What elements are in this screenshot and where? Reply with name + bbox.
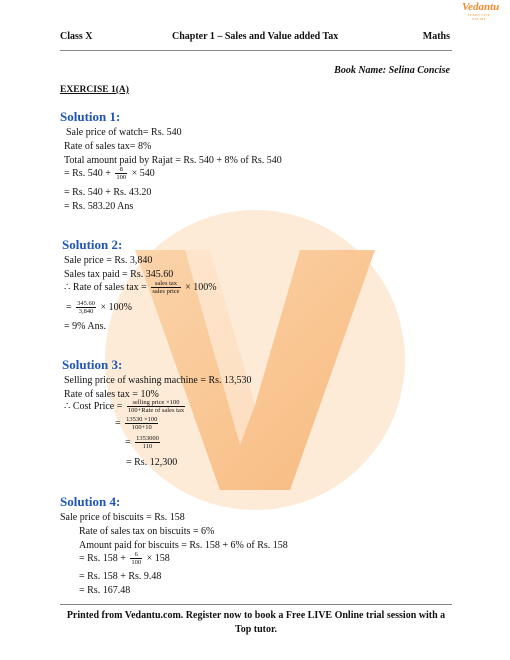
denominator: 100+10 (131, 424, 152, 431)
footer-divider (60, 604, 452, 605)
solution-1-line: = Rs. 583.20 Ans (64, 201, 134, 212)
numerator: 345.60 (77, 300, 96, 307)
solution-2-line: = 9% Ans. (64, 321, 107, 332)
solution-3-title: Solution 3: (62, 357, 123, 372)
vedantu-watermark-logo (100, 190, 410, 530)
exercise-heading: EXERCISE 1(A) (60, 85, 129, 95)
solution-3-expression (64, 399, 187, 414)
solution-4-line: Amount paid for biscuits = Rs. 158 + 6% of Rs. 158 (79, 540, 288, 551)
numerator: 1353000 (136, 435, 159, 442)
footer-text: Printed from Vedantu.com. Register now to book a Free LIVE Online trial session with a Top tutor. (66, 610, 446, 635)
solution-1-line: Rate of sales tax= 8% (64, 141, 152, 152)
expression-text: × 100% (100, 301, 132, 313)
fraction (127, 399, 185, 414)
solution-1-line: Total amount paid by Rajat = Rs. 540 + 8% of Rs. 540 (64, 155, 282, 166)
solution-2-line: Sales tax paid = Rs. 345.60 (64, 269, 174, 280)
solution-4-expression (79, 551, 170, 566)
solution-3-expression (125, 435, 162, 450)
denominator: 110 (142, 443, 153, 450)
solution-4-line: Rate of sales tax on biscuits = 6% (79, 526, 215, 537)
solution-4-title: Solution 4: (60, 494, 121, 509)
expression-text: = (66, 301, 72, 313)
numerator: selling price ×100 (127, 399, 185, 407)
logo-brand: Vedantu (462, 1, 500, 13)
header-divider (60, 50, 452, 51)
book-name: Book Name: Selina Concise (334, 65, 450, 76)
fraction (151, 280, 180, 295)
denominator: 100 (131, 559, 142, 566)
fraction (130, 551, 142, 566)
numerator: sales tax (151, 280, 180, 288)
solution-3-line: = Rs. 12,300 (126, 457, 178, 468)
solution-2-title: Solution 2: (62, 237, 123, 252)
numerator: 8 (115, 166, 127, 174)
expression-text: = Rs. 540 + (64, 167, 111, 179)
fraction (125, 416, 158, 431)
denominator: 3,840 (78, 308, 94, 315)
header-chapter: Chapter 1 – Sales and Value added Tax (172, 31, 339, 42)
solution-1-line: Sale price of watch= Rs. 540 (66, 127, 182, 138)
fraction (76, 300, 96, 315)
solution-4-line: Sale price of biscuits = Rs. 158 (60, 512, 185, 523)
numerator: 13530 ×100 (126, 416, 158, 423)
solution-1-title: Solution 1: (60, 109, 121, 124)
solution-1-expression (64, 166, 155, 181)
vedantu-logo (462, 1, 500, 21)
solution-2-expression (64, 280, 217, 295)
header-subject: Maths (422, 31, 450, 42)
denominator: 100 (116, 174, 127, 181)
expression-text: × 158 (146, 552, 170, 564)
solution-2-line: Sale price = Rs. 3,840 (64, 255, 153, 266)
solution-3-line: Rate of sales tax = 10% (64, 389, 159, 400)
solution-4-line: = Rs. 167.48 (79, 585, 131, 596)
fraction (115, 166, 127, 181)
expression-text: = (115, 417, 121, 429)
denominator: sales price (152, 288, 180, 295)
fraction (135, 435, 160, 450)
header-class: Class X (60, 31, 93, 42)
logo-tagline: LEARN LIVE ONLINE (467, 13, 491, 21)
solution-2-expression (66, 300, 132, 315)
expression-text: = (125, 436, 131, 448)
expression-text: = Rs. 158 + (79, 552, 126, 564)
expression-text: × 100% (185, 281, 217, 293)
expression-text: ∴ Rate of sales tax = (64, 281, 147, 293)
solution-3-line: Selling price of washing machine = Rs. 13,530 (64, 375, 252, 386)
solution-3-expression (115, 416, 160, 431)
expression-text: × 540 (131, 167, 155, 179)
solution-4-line: = Rs. 158 + Rs. 9.48 (79, 571, 162, 582)
solution-1-line: = Rs. 540 + Rs. 43.20 (64, 187, 152, 198)
numerator: 6 (130, 551, 142, 559)
denominator: 100+Rate of sales tax (127, 407, 185, 414)
expression-text: ∴ Cost Price = (64, 400, 123, 412)
